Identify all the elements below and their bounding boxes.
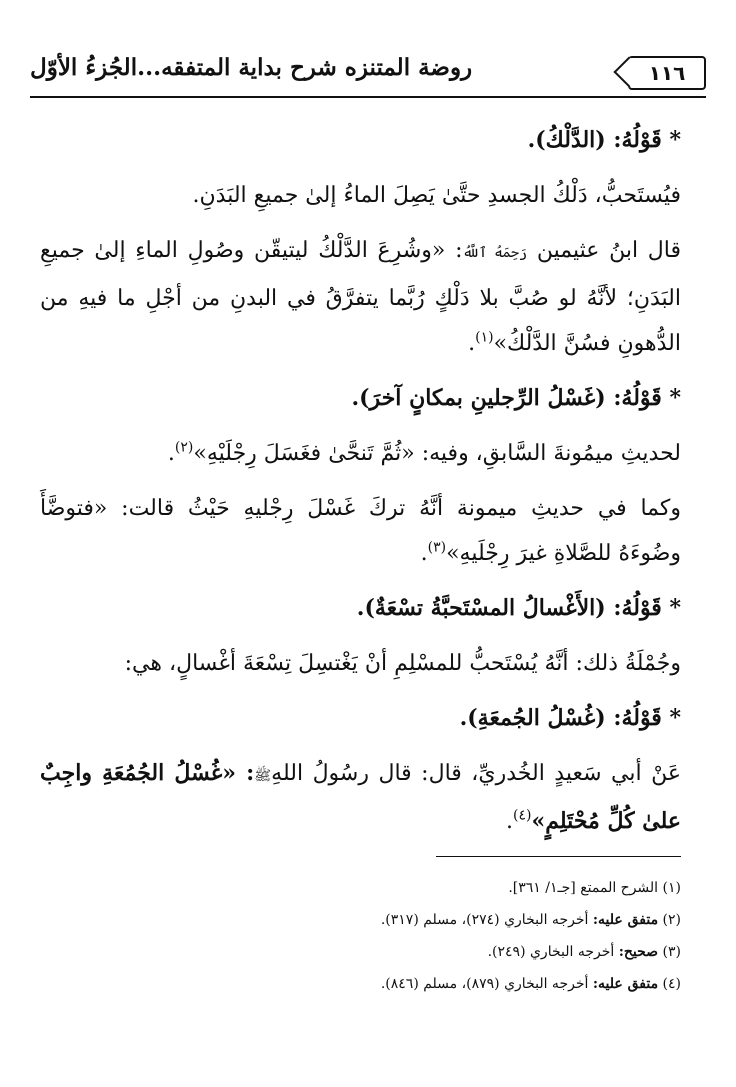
paragraph: وجُمْلَةُ ذلك: أنَّهُ يُسْتَحبُّ للمسْلِمِ أنْ يَغْتسِلَ تِسْعَةَ أغْسالٍ، هي: bbox=[124, 651, 681, 676]
footnote-label: صحيح: bbox=[618, 944, 659, 960]
header-divider bbox=[30, 96, 706, 98]
footnote-number: (٣) bbox=[662, 944, 681, 960]
footnote-text: أخرجه البخاري (٨٧٩)، مسلم (٨٤٦). bbox=[380, 976, 589, 992]
footnote-item bbox=[40, 872, 681, 904]
heading-jumuah: * قَوْلُهُ: (غُسْلُ الجُمعَةِ). bbox=[40, 696, 681, 741]
footnote-ref[interactable]: (٣) bbox=[427, 539, 447, 556]
heading-dalk: * قَوْلُهُ: (الدَّلْكُ). bbox=[40, 118, 681, 163]
honorific: ﷺ bbox=[254, 768, 272, 784]
footnote-ref[interactable]: (٤) bbox=[513, 807, 532, 824]
footnote-divider bbox=[436, 856, 681, 857]
text-segment: قال ابنُ عثيمين bbox=[536, 238, 682, 263]
footnote-label: متفق عليه: bbox=[592, 912, 659, 928]
footnote-item bbox=[40, 936, 681, 968]
footnote-ref[interactable]: (١) bbox=[475, 329, 494, 346]
footnote-text: الشرح الممتع [جـ١/ ٣٦١]. bbox=[508, 880, 659, 896]
footnote-number: (٢) bbox=[662, 912, 681, 928]
footnote-number: (١) bbox=[662, 880, 681, 896]
footnote-item bbox=[40, 904, 681, 936]
footnote-item bbox=[40, 968, 681, 1000]
quote: : «وشُرِعَ الدَّلْكُ ليتيقّن وصُولِ الماءِ إلىٰ جميعِ البَدَنِ؛ لأنَّهُ لو صُبَّ بلا دَلْكٍ رُبَّما يتفرَّقُ في البدنِ من أجْلِ ما فيهِ من الدُّهونِ فسُنَّ الدَّلْكُ» bbox=[40, 238, 681, 356]
footnote-text: أخرجه البخاري (٢٤٩). bbox=[487, 944, 615, 960]
footnotes bbox=[40, 872, 681, 1000]
honorific: رَحِمَهُ ٱللَّهُ bbox=[462, 245, 528, 261]
page-number bbox=[628, 56, 706, 90]
running-title: روضة المتنزه شرح بداية المتفقه...الجُزءُ الأوّل bbox=[30, 54, 473, 81]
quote: لحديثِ ميمُونةَ السَّابقِ، وفيه: «ثُمَّ تَنحَّىٰ فغَسَلَ رِجْلَيْهِ» bbox=[193, 441, 681, 466]
footnote-label: متفق عليه: bbox=[592, 976, 659, 992]
paragraph: فيُستَحبُّ، دَلْكُ الجسدِ حتَّىٰ يَصِلَ الماءُ إلىٰ جميعِ البَدَنِ. bbox=[192, 183, 681, 208]
page-header bbox=[30, 54, 706, 94]
paragraph: قال ابنُ عثيمين رَحِمَهُ ٱللَّهُ: «وشُرِعَ الدَّلْكُ ليتيقّن وصُولِ الماءِ إلىٰ جميعِ البَدَنِ؛ لأنَّهُ لو صُبَّ بلا دَلْكٍ رُبَّما يتفرَّقُ في البدنِ من أجْلِ ما فيهِ من الدُّهونِ فسُنَّ الدَّلْكُ»$^{(١)}$. bbox=[40, 238, 682, 356]
footnote-number: (٤) bbox=[662, 976, 681, 992]
page-number-text: ١١٦ bbox=[648, 61, 686, 85]
quote: وكما في حديثِ ميمونة أنَّهُ تركَ غَسْلَ رِجْليهِ حَيْثُ قالت: «فتوضَّأَ وضُوءَهُ للصَّلاةِ غيرَ رِجْلَيهِ» bbox=[40, 496, 681, 566]
hadith-quote: : «غُسْلُ الجُمُعَةِ واجِبٌ علىٰ كُلِّ مُحْتَلِمٍ» bbox=[40, 760, 681, 834]
paragraph: عَنْ أبي سَعيدٍ الخُدريِّ، قال: قال رسُولُ اللهِﷺ: «غُسْلُ الجُمُعَةِ واجِبٌ علىٰ كُلِّ مُحْتَلِمٍ»$^{(٤)}$. bbox=[40, 760, 681, 834]
text-segment: عَنْ أبي سَعيدٍ الخُدريِّ، قال: قال رسُولُ اللهِ bbox=[271, 761, 681, 786]
heading-ghasl-rijlayn: * قَوْلُهُ: (غَسْلُ الرِّجلينِ بمكانٍ آخرَ). bbox=[40, 376, 681, 421]
paragraph: لحديثِ ميمُونةَ السَّابقِ، وفيه: «ثُمَّ تَنحَّىٰ فغَسَلَ رِجْلَيْهِ»$^{(٢)}$. bbox=[167, 439, 681, 466]
footnote-ref[interactable]: (٢) bbox=[174, 439, 194, 456]
footnote-text: أخرجه البخاري (٢٧٤)، مسلم (٣١٧). bbox=[380, 912, 589, 928]
paragraph: وكما في حديثِ ميمونة أنَّهُ تركَ غَسْلَ رِجْليهِ حَيْثُ قالت: «فتوضَّأَ وضُوءَهُ للصَّلاةِ غيرَ رِجْلَيهِ»$^{(٣)}$. bbox=[40, 496, 681, 566]
heading-aghsal: * قَوْلُهُ: (الأَغْسالُ المسْتَحبَّةُ تسْعَةٌ). bbox=[40, 586, 681, 631]
main-text bbox=[40, 118, 681, 854]
